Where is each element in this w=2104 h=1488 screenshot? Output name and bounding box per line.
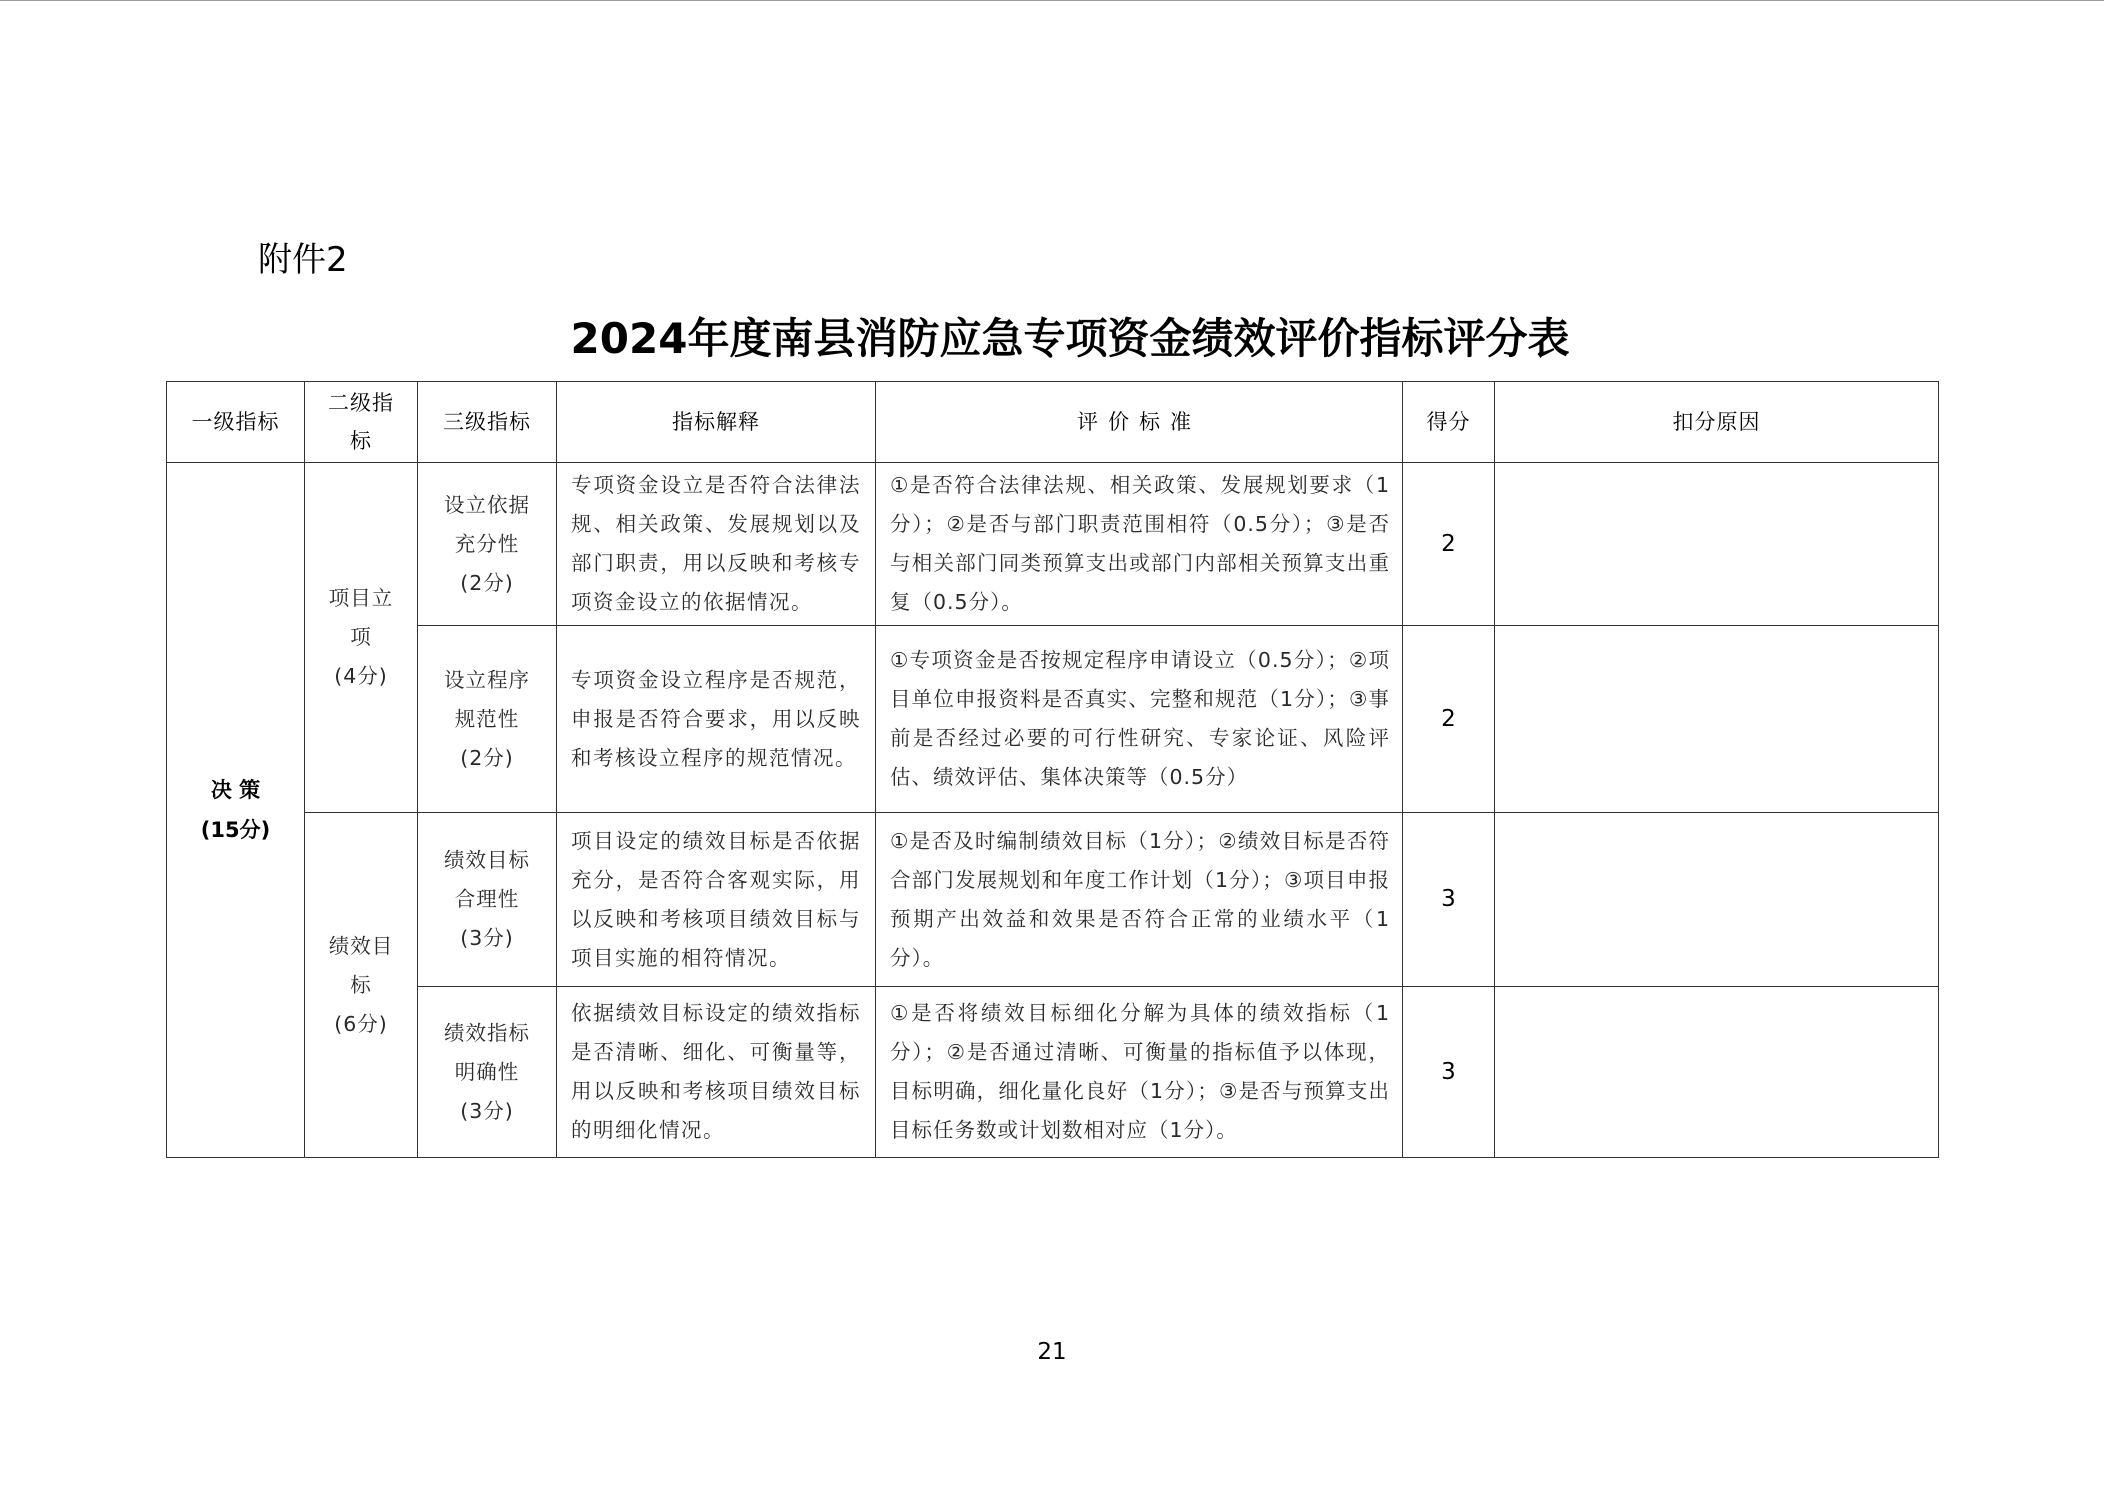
level2-line: 项 (350, 625, 372, 649)
header-score: 得分 (1403, 382, 1495, 463)
level1-indicator-cell (167, 463, 305, 1158)
level3-line: (2分) (460, 570, 514, 595)
level3-indicator-cell (418, 463, 557, 626)
score-cell: 2 (1403, 626, 1495, 813)
level2-line: 标 (350, 972, 372, 997)
criteria-cell: ①是否及时编制绩效目标（1分）；②绩效目标是否符合部门发展规划和年度工作计划（1分）；③项目申报预期产出效益和效果是否符合正常的业绩水平（1分）。 (876, 813, 1403, 987)
attachment-label: 附件2 (258, 240, 348, 280)
level3-line: 规范性 (454, 706, 520, 731)
explanation-cell: 专项资金设立程序是否规范，申报是否符合要求，用以反映和考核设立程序的规范情况。 (557, 626, 876, 813)
deduction-reason-cell (1495, 463, 1939, 626)
header-criteria: 评价标准 (876, 382, 1403, 463)
level2-line: 项目立 (328, 586, 394, 610)
criteria-cell: ①是否符合法律法规、相关政策、发展规划要求（1分）；②是否与部门职责范围相符（0.5分）；③是否与相关部门同类预算支出或部门内部相关预算支出重复（0.5分）。 (876, 463, 1403, 626)
table-header-row (167, 382, 1939, 463)
level3-line: 充分性 (454, 531, 520, 556)
level2-indicator-cell (305, 463, 418, 813)
explanation-cell: 专项资金设立是否符合法律法规、相关政策、发展规划以及部门职责，用以反映和考核专项资金设立的依据情况。 (557, 463, 876, 626)
document-title: 2024年度南县消防应急专项资金绩效评价指标评分表 (570, 314, 1570, 363)
header-level2-line: 二级指 (328, 391, 394, 415)
level1-points: (15分) (200, 818, 271, 842)
level3-line: 绩效指标 (444, 1020, 530, 1045)
level3-indicator-cell (418, 626, 557, 813)
level3-line: 设立依据 (444, 492, 530, 517)
header-level2 (305, 382, 418, 463)
criteria-cell: ①是否将绩效目标细化分解为具体的绩效指标（1分）；②是否通过清晰、可衡量的指标值予以体现，目标明确，细化量化良好（1分）；③是否与预算支出目标任务数或计划数相对应（1分）。 (876, 987, 1403, 1158)
level2-line: (4分) (334, 664, 388, 688)
score-cell: 3 (1403, 813, 1495, 987)
level2-indicator-cell (305, 813, 418, 1158)
header-level2-line: 标 (350, 429, 372, 453)
level1-name: 决 策 (210, 778, 261, 802)
level3-indicator-cell (418, 987, 557, 1158)
level3-line: 合理性 (454, 887, 520, 911)
level3-line: (3分) (460, 1098, 514, 1123)
criteria-cell: ①专项资金是否按规定程序申请设立（0.5分）；②项目单位申报资料是否真实、完整和规范（1分）；③事前是否经过必要的可行性研究、专家论证、风险评估、绩效评估、集体决策等（0.5分） (876, 626, 1403, 813)
deduction-reason-cell (1495, 626, 1939, 813)
header-deduction-reason: 扣分原因 (1495, 382, 1939, 463)
level3-line: 绩效目标 (444, 848, 530, 872)
table-row (167, 463, 1939, 626)
level2-line: 绩效目 (328, 933, 394, 958)
header-explanation: 指标解释 (557, 382, 876, 463)
page-top-border (0, 0, 2104, 1)
header-level3: 三级指标 (418, 382, 557, 463)
level3-line: 设立程序 (444, 667, 530, 692)
level3-line: 明确性 (454, 1059, 520, 1084)
score-cell: 2 (1403, 463, 1495, 626)
score-cell: 3 (1403, 987, 1495, 1158)
level3-line: (2分) (460, 745, 514, 770)
table-row (167, 626, 1939, 813)
table-row (167, 987, 1939, 1158)
header-level1: 一级指标 (167, 382, 305, 463)
table-row (167, 813, 1939, 987)
level2-line: (6分) (334, 1011, 388, 1036)
deduction-reason-cell (1495, 813, 1939, 987)
explanation-cell: 依据绩效目标设定的绩效指标是否清晰、细化、可衡量等，用以反映和考核项目绩效目标的明细化情况。 (557, 987, 876, 1158)
deduction-reason-cell (1495, 987, 1939, 1158)
page-number: 21 (1037, 1339, 1067, 1365)
evaluation-score-table (166, 381, 1939, 1158)
level3-indicator-cell (418, 813, 557, 987)
level3-line: (3分) (460, 926, 514, 950)
explanation-cell: 项目设定的绩效目标是否依据充分，是否符合客观实际，用以反映和考核项目绩效目标与项目实施的相符情况。 (557, 813, 876, 987)
